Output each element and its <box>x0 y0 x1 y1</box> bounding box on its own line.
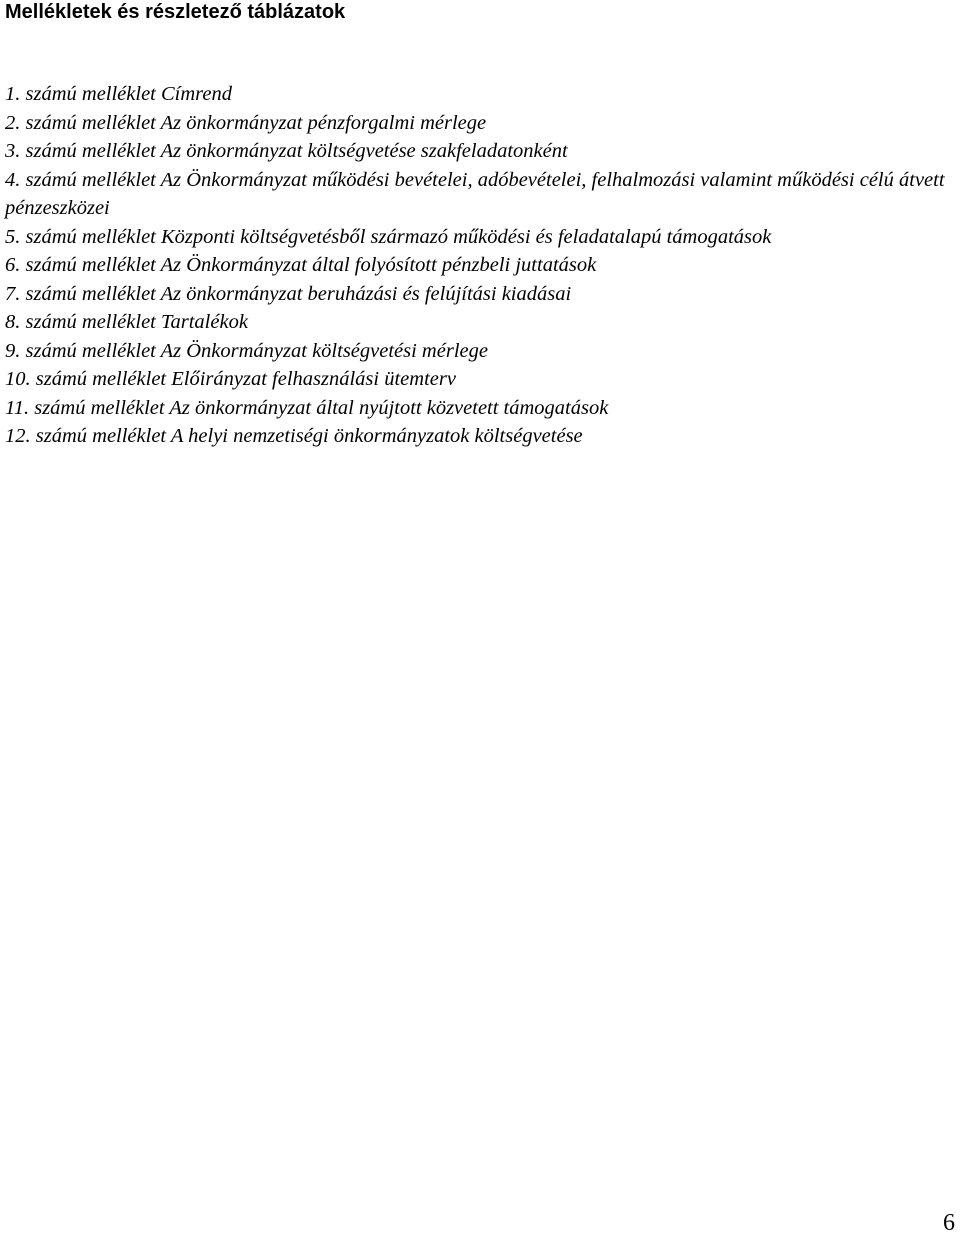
annex-item-1: 1. számú melléklet Címrend <box>5 83 232 105</box>
page-number: 6 <box>943 1210 955 1236</box>
annex-item-5: 5. számú melléklet Központi költségvetésből származó működési és feladatalapú támogatások <box>5 225 772 248</box>
annex-item-4: 4. számú melléklet Az Önkormányzat működési bevételei, adóbevételei, felhalmozási valamint működési célú átvett pénzeszközei <box>5 168 945 219</box>
annex-item-11: 11. számú melléklet Az önkormányzat által nyújtott közvetett támogatások <box>5 396 609 419</box>
annex-item-9: 9. számú melléklet Az Önkormányzat költségvetési mérlege <box>5 339 488 362</box>
annex-list <box>5 80 945 451</box>
annex-item-6: 6. számú melléklet Az Önkormányzat által folyósított pénzbeli juttatások <box>5 254 597 276</box>
page-title: Mellékletek és részletező táblázatok <box>5 1 346 23</box>
annex-item-10: 10. számú melléklet Előirányzat felhasználási ütemterv <box>5 368 456 390</box>
annex-item-3: 3. számú melléklet Az önkormányzat költségvetése szakfeladatonként <box>5 140 568 162</box>
annex-item-2: 2. számú melléklet Az önkormányzat pénzforgalmi mérlege <box>5 111 487 134</box>
annex-item-12: 12. számú melléklet A helyi nemzetiségi önkormányzatok költségvetése <box>5 425 583 447</box>
annex-item-7: 7. számú melléklet Az önkormányzat beruházási és felújítási kiadásai <box>5 282 572 305</box>
annex-item-8: 8. számú melléklet Tartalékok <box>5 311 248 333</box>
